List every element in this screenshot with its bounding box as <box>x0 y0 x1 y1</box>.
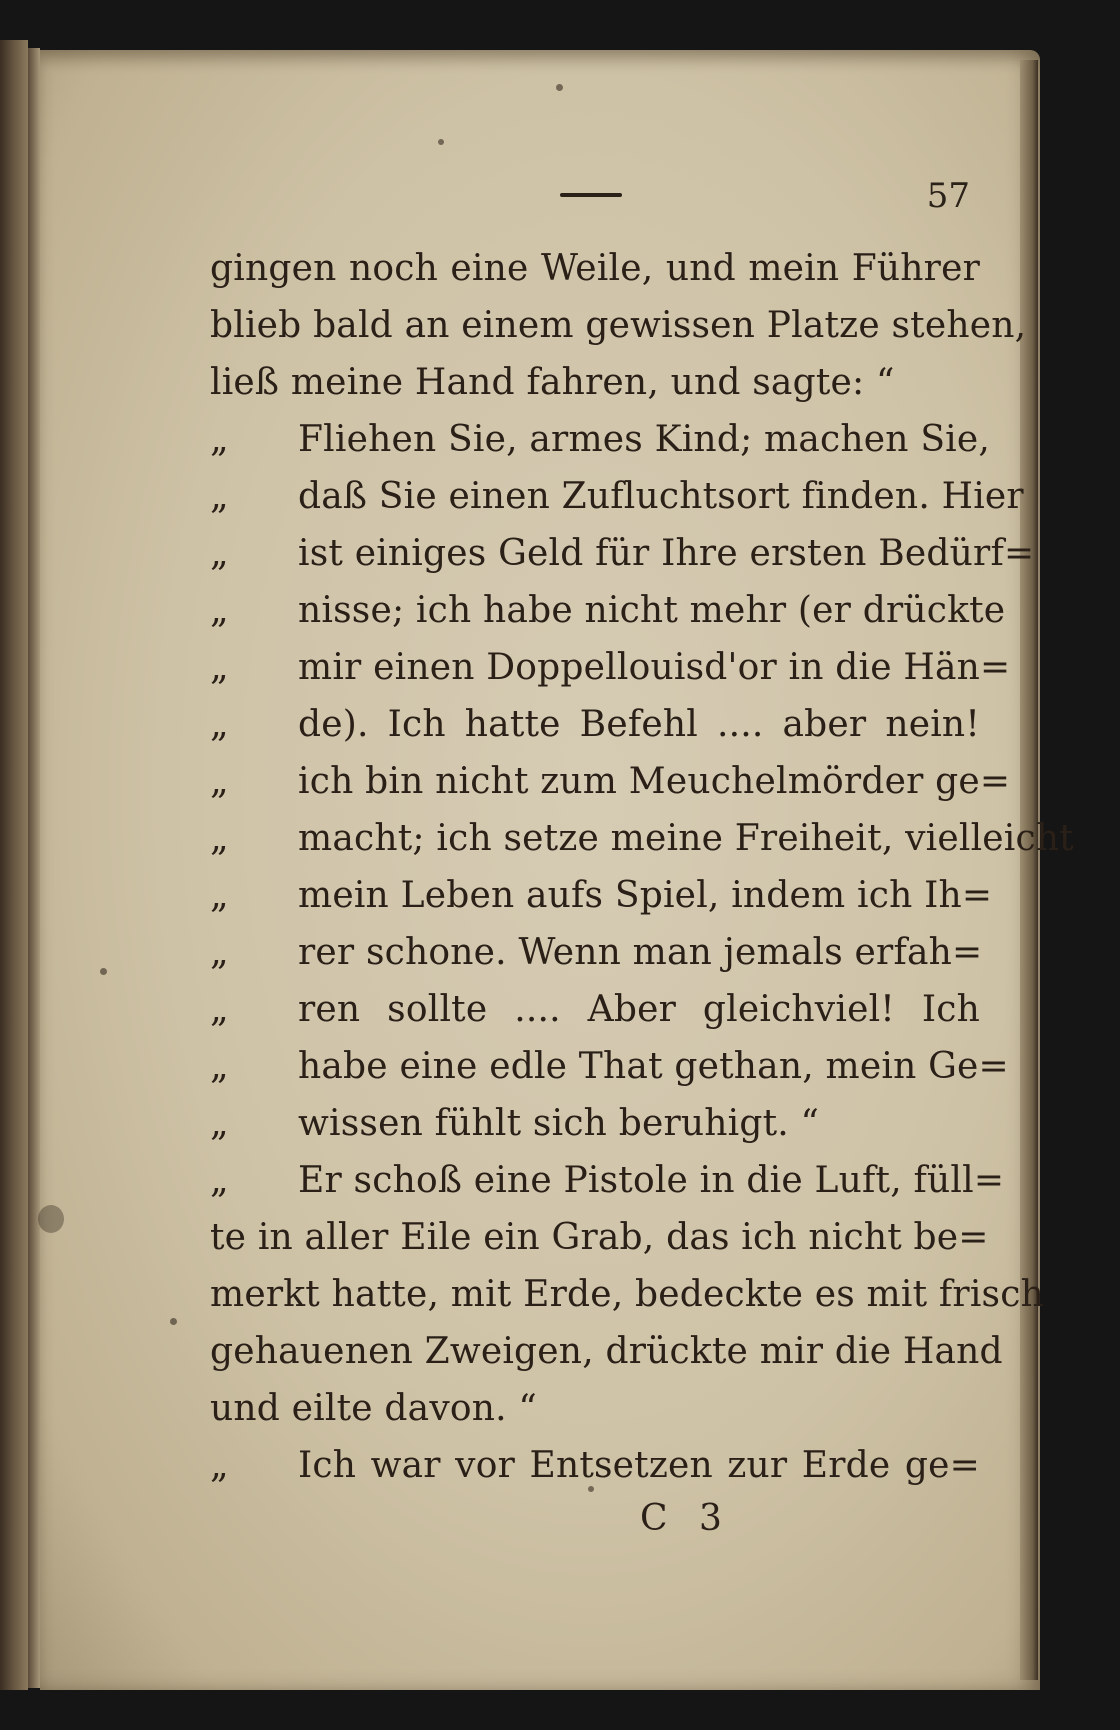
line-text: daß Sie einen Zufluchtsort finden. Hier <box>298 476 1024 517</box>
quotation-mark: „ <box>210 989 229 1030</box>
text-line <box>210 297 1027 354</box>
ink-spot <box>38 1205 64 1233</box>
line-text: rer schone. Wenn man jemals erfah= <box>298 932 983 973</box>
quotation-mark: „ <box>210 1046 229 1087</box>
quotation-mark: „ <box>210 704 229 745</box>
line-text: merkt hatte, mit Erde, bedeckte es mit frisch <box>210 1274 1044 1315</box>
line-text: ren sollte .... Aber gleichviel! Ich <box>298 989 980 1030</box>
line-text: gehauenen Zweigen, drückte mir die Hand <box>210 1331 1003 1372</box>
text-line <box>210 1380 980 1437</box>
left-page-edge <box>0 40 28 1690</box>
ink-spot <box>438 139 444 145</box>
text-line <box>210 867 993 924</box>
ink-spot <box>556 84 563 91</box>
line-text: und eilte davon. “ <box>210 1388 538 1429</box>
quotation-mark: „ <box>210 419 229 460</box>
quotation-mark: „ <box>210 476 229 517</box>
quotation-mark: „ <box>210 533 229 574</box>
ink-spot <box>100 968 107 975</box>
text-line <box>210 1266 1044 1323</box>
quotation-mark: „ <box>210 1445 229 1486</box>
text-line <box>210 411 991 468</box>
quotation-mark: „ <box>210 932 229 973</box>
text-line <box>210 810 1074 867</box>
line-text: Fliehen Sie, armes Kind; machen Sie, <box>298 419 991 460</box>
line-text: ließ meine Hand fahren, und sagte: “ <box>210 362 895 403</box>
text-line <box>210 1437 980 1494</box>
text-line <box>210 354 980 411</box>
text-line <box>210 753 1011 810</box>
line-text: ist einiges Geld für Ihre ersten Bedürf= <box>298 533 1035 574</box>
header-rule <box>560 193 622 197</box>
line-text: habe eine edle That gethan, mein Ge= <box>298 1046 1009 1087</box>
text-line <box>210 240 980 297</box>
quotation-mark: „ <box>210 818 229 859</box>
quotation-mark: „ <box>210 875 229 916</box>
line-text: nisse; ich habe nicht mehr (er drückte <box>298 590 1006 631</box>
text-line <box>210 1095 980 1152</box>
text-line <box>210 639 1011 696</box>
page-number: 57 <box>926 176 970 216</box>
body-text <box>210 240 1074 1494</box>
text-line <box>210 1209 989 1266</box>
text-line <box>210 924 983 981</box>
text-line <box>210 1323 1003 1380</box>
ink-spot <box>170 1318 177 1325</box>
text-line <box>210 468 1024 525</box>
text-line <box>210 981 980 1038</box>
quotation-mark: „ <box>210 1103 229 1144</box>
line-text: te in aller Eile ein Grab, das ich nicht be= <box>210 1217 989 1258</box>
line-text: mir einen Doppellouisd'or in die Hän= <box>298 647 1011 688</box>
line-text: Ich war vor Entsetzen zur Erde ge= <box>298 1445 980 1486</box>
line-text: mein Leben aufs Spiel, indem ich Ih= <box>298 875 993 916</box>
line-text: Er schoß eine Pistole in die Luft, füll= <box>298 1160 1005 1201</box>
right-page-edge <box>1020 60 1038 1680</box>
quotation-mark: „ <box>210 647 229 688</box>
text-line <box>210 696 980 753</box>
quotation-mark: „ <box>210 590 229 631</box>
quotation-mark: „ <box>210 761 229 802</box>
text-line <box>210 582 1006 639</box>
text-line <box>210 1038 1009 1095</box>
text-line <box>210 525 1035 582</box>
line-text: wissen fühlt sich beruhigt. “ <box>298 1103 820 1144</box>
line-text: blieb bald an einem gewissen Platze stehen, <box>210 305 1027 346</box>
line-text: de). Ich hatte Befehl .... aber nein! <box>298 704 980 745</box>
line-text: gingen noch eine Weile, und mein Führer <box>210 248 980 289</box>
spine-shadow <box>28 48 40 1688</box>
quotation-mark: „ <box>210 1160 229 1201</box>
text-line <box>210 1152 1005 1209</box>
printer-signature-mark: C 3 <box>640 1498 732 1539</box>
line-text: ich bin nicht zum Meuchelmörder ge= <box>298 761 1011 802</box>
line-text: macht; ich setze meine Freiheit, vielleicht <box>298 818 1074 859</box>
